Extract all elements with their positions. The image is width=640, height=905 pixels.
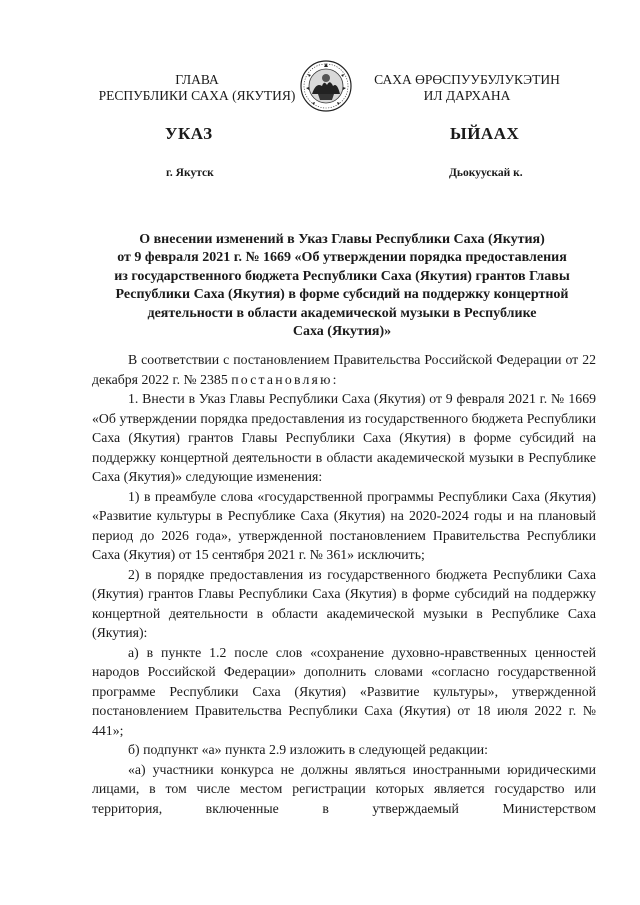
preamble-end: : [332, 371, 337, 387]
document-body [92, 350, 596, 818]
paragraph-subitem-a: а) в пункте 1.2 после слов «сохранение духовно-нравственных ценностей народов Российской Федерации» дополнить словами «согласно государственной программе Республики Саха (Якутия) «Развитие культуры», утвержденной постановлением Правительства Республики Саха (Якутия) от 18 июля 2022 г. № 441»; [92, 644, 596, 738]
header-left [92, 72, 302, 104]
header-left-line1: ГЛАВА [175, 72, 219, 87]
sakha-emblem-icon [300, 58, 352, 114]
paragraph-item-1: 1. Внести в Указ Главы Республики Саха (Якутия) от 9 февраля 2021 г. № 1669 «Об утверждении порядка предоставления из государственного бюджета Республики Саха (Якутия) грантов Главы Республики Саха (Якутия) в форме субсидий на поддержку концертной деятельности в области академической музыки в Республике Саха (Якутия)» следующие изменения: [92, 391, 596, 484]
paragraph-subitem-1: 1) в преамбуле слова «государственной программы Республики Саха (Якутия) «Развитие культуры в Республике Саха (Якутия) на 2020-2024 годы и на плановый период до 2026 года», утвержденной постановлением Правительства Республики Саха (Якутия) от 15 сентября 2021 г. № 361» исключить; [92, 488, 596, 562]
title-line: Республики Саха (Якутия) в форме субсидий на поддержку концертной [115, 287, 569, 303]
title-line: от 9 февраля 2021 г. № 1669 «Об утверждении порядка предоставления [117, 250, 567, 266]
place-left: г. Якутск [166, 167, 214, 179]
title-line: из государственного бюджета Республики Саха (Якутия) грантов Главы [114, 268, 570, 284]
header-right-line1: САХА ӨРӨСПУУБУЛУКЭТИН [374, 72, 560, 87]
paragraph-subitem-2: 2) в порядке предоставления из государственного бюджета Республики Саха (Якутия) грантов Главы Республики Саха (Якутия) в форме субсидий на поддержку концертной деятельности в области академической музыки в Республике Саха (Якутия): [92, 566, 596, 640]
paragraph-subitem-b: б) подпункт «а» пункта 2.9 изложить в следующей редакции: [128, 742, 489, 757]
title-line: деятельности в области академической музыки в Республике [147, 305, 537, 321]
preamble-text: В соответствии с постановлением Правительства Российской Федерации от 22 декабря 2022 г. № 2385 [92, 352, 596, 387]
title-line: О внесении изменений в Указ Главы Республики Саха (Якутия) [139, 232, 545, 247]
paragraph-quote-a: «а) участники конкурса не должны являться иностранными юридическими лицами, в том числе местом регистрации которых является государство или территория, включенные в утверждаемый Министерством [92, 761, 596, 816]
title-line: Саха (Якутия)» [292, 324, 392, 340]
header-left-line2: РЕСПУБЛИКИ САХА (ЯКУТИЯ) [98, 88, 296, 103]
preamble-spaced-word: постановляю [231, 371, 333, 387]
header-right [352, 72, 582, 104]
doc-type-right: ЫЙААХ [450, 124, 520, 143]
doc-type-left: УКАЗ [165, 124, 213, 143]
paragraph-preamble [92, 350, 596, 389]
document-title [92, 231, 592, 341]
header-right-line2: ИЛ ДАРХАНА [423, 88, 511, 103]
place-right: Дьокуускай к. [449, 167, 523, 179]
